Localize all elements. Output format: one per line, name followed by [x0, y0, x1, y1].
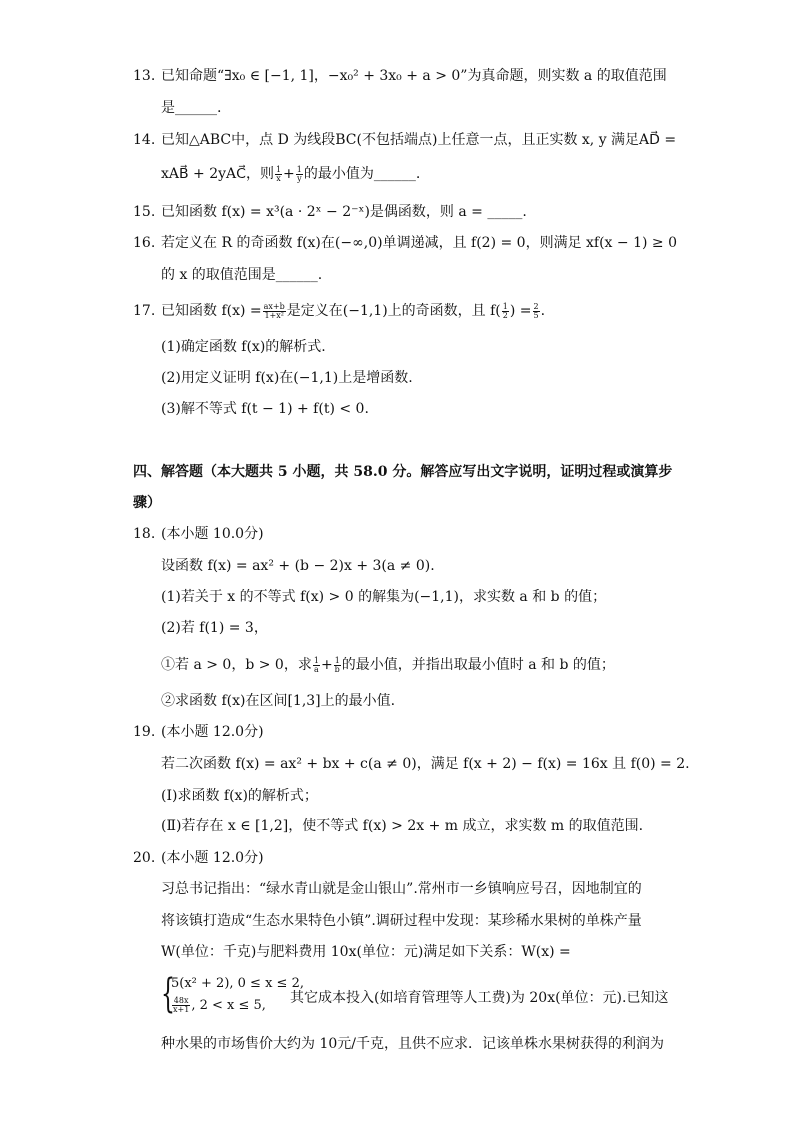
question-score: (本小题 10.0分)	[161, 526, 264, 542]
fraction	[263, 303, 286, 320]
text-fragment: .	[540, 303, 546, 319]
sub-question: (Ⅰ)求函数 f(x)的解析式；	[161, 788, 318, 804]
numerator: 1	[296, 164, 302, 174]
question-text	[161, 301, 545, 321]
text-fragment: ) =	[509, 303, 532, 319]
numerator: ax+b	[263, 301, 285, 311]
question-text: W(单位：千克)与肥料费用 10x(单位：元)满足如下关系：W(x) =	[161, 944, 571, 960]
question-text: 设函数 f(x) = ax² + (b − 2)x + 3(a ≠ 0).	[161, 558, 435, 574]
question-text: 习总书记指出：“绿水青山就是金山银山”.常州市一乡镇响应号召，因地制宜的	[161, 881, 642, 897]
piecewise-case	[171, 997, 266, 1015]
sub-question: (Ⅱ)若存在 x ∈ [1,2]，使不等式 f(x) > 2x + m 成立，求实数 m 的取值范围.	[161, 818, 644, 834]
brace: {	[161, 971, 175, 1017]
question-number: 17.	[133, 303, 156, 319]
question-text: 已知函数 f(x) = x³(a · 2ˣ − 2⁻ˣ)是偶函数，则 a = _____.	[161, 204, 527, 220]
question-number: 16.	[133, 235, 156, 251]
denominator: x	[276, 173, 281, 183]
sub-question: ②求函数 f(x)在区间[1,3]上的最小值.	[161, 693, 396, 709]
question-text: 是______.	[161, 100, 222, 116]
fraction	[275, 166, 282, 183]
question-text: 将该镇打造成“生态水果特色小镇”.调研过程中发现：某珍稀水果树的单株产量	[161, 913, 642, 929]
numerator: 1	[275, 164, 282, 174]
sub-question: (3)解不等式 f(t − 1) + f(t) < 0.	[161, 401, 369, 417]
piecewise-function	[161, 971, 304, 1021]
text-fragment: xAB⃗ + 2yAC⃗，则	[161, 166, 274, 182]
question-text: 已知命题“∃x₀ ∈ [−1, 1]，−x₀² + 3x₀ + a > 0”为真命题，则实数 a 的取值范围	[161, 68, 667, 84]
question-number: 15.	[133, 204, 156, 220]
question-text: 若二次函数 f(x) = ax² + bx + c(a ≠ 0)，满足 f(x + 2) − f(x) = 16x 且 f(0) = 2.	[161, 756, 690, 772]
numerator: 48x	[173, 996, 189, 1005]
section-heading: 骤）	[133, 495, 161, 511]
numerator: 2	[533, 301, 539, 311]
text-fragment: , 2 < x ≤ 5,	[191, 998, 266, 1013]
section-heading: 四、解答题（本大题共 5 小题，共 58.0 分。解答应写出文字说明，证明过程或演算步	[133, 464, 673, 480]
question-text: 已知△ABC中，点 D 为线段BC(不包括端点)上任意一点，且正实数 x, y 满足AD⃗ =	[161, 132, 677, 148]
text-fragment: ①若 a > 0，b > 0，求	[161, 657, 312, 673]
sub-question: (1)若关于 x 的不等式 f(x) > 0 的解集为(−1,1)，求实数 a 和 b 的值；	[161, 589, 607, 605]
text-fragment: 是定义在(−1,1)上的奇函数，且 f(	[286, 303, 501, 319]
fraction	[313, 657, 320, 674]
question-number: 13.	[133, 68, 156, 84]
text-fragment: 的最小值，并指出取最小值时 a 和 b 的值；	[341, 657, 615, 673]
question-number: 18.	[133, 526, 156, 542]
fraction	[172, 997, 190, 1014]
denominator: 1+x²	[264, 310, 284, 320]
fraction	[296, 166, 303, 183]
denominator: x+1	[173, 1005, 190, 1014]
question-text: 的 x 的取值范围是______.	[161, 267, 323, 283]
numerator: 1	[502, 301, 508, 311]
denominator: b	[334, 664, 340, 674]
numerator: 1	[313, 655, 319, 665]
question-text: 若定义在 R 的奇函数 f(x)在(−∞,0)单调递减，且 f(2) = 0，则满足 xf(x − 1) ≥ 0	[161, 235, 677, 251]
question-number: 19.	[133, 724, 156, 740]
sub-question	[161, 655, 615, 675]
question-number: 20.	[133, 850, 156, 866]
question-text: 种水果的市场售价大约为 10元/千克，且供不应求．记该单株水果树获得的利润为	[161, 1036, 664, 1052]
denominator: 5	[533, 310, 539, 320]
question-number: 14.	[133, 132, 156, 148]
numerator: 1	[334, 655, 340, 665]
fraction	[334, 657, 341, 674]
question-text	[161, 164, 420, 184]
text-fragment: +	[320, 657, 333, 673]
question-score: (本小题 12.0分)	[161, 724, 264, 740]
denominator: 2	[502, 310, 508, 320]
text-fragment: 已知函数 f(x) =	[161, 303, 262, 319]
fraction	[502, 303, 509, 320]
sub-question: (2)用定义证明 f(x)在(−1,1)上是增函数.	[161, 370, 413, 386]
fraction	[533, 303, 540, 320]
sub-question: (1)确定函数 f(x)的解析式.	[161, 339, 326, 355]
denominator: a	[314, 664, 319, 674]
text-fragment: 的最小值为______.	[303, 166, 421, 182]
question-text: 其它成本投入(如培育管理等人工费)为 20x(单位：元).已知这	[290, 990, 669, 1006]
denominator: y	[297, 173, 302, 183]
text-fragment: +	[283, 166, 295, 182]
question-score: (本小题 12.0分)	[161, 850, 264, 866]
sub-question: (2)若 f(1) = 3，	[161, 620, 268, 636]
piecewise-case: 5(x² + 2), 0 ≤ x ≤ 2,	[171, 976, 304, 991]
